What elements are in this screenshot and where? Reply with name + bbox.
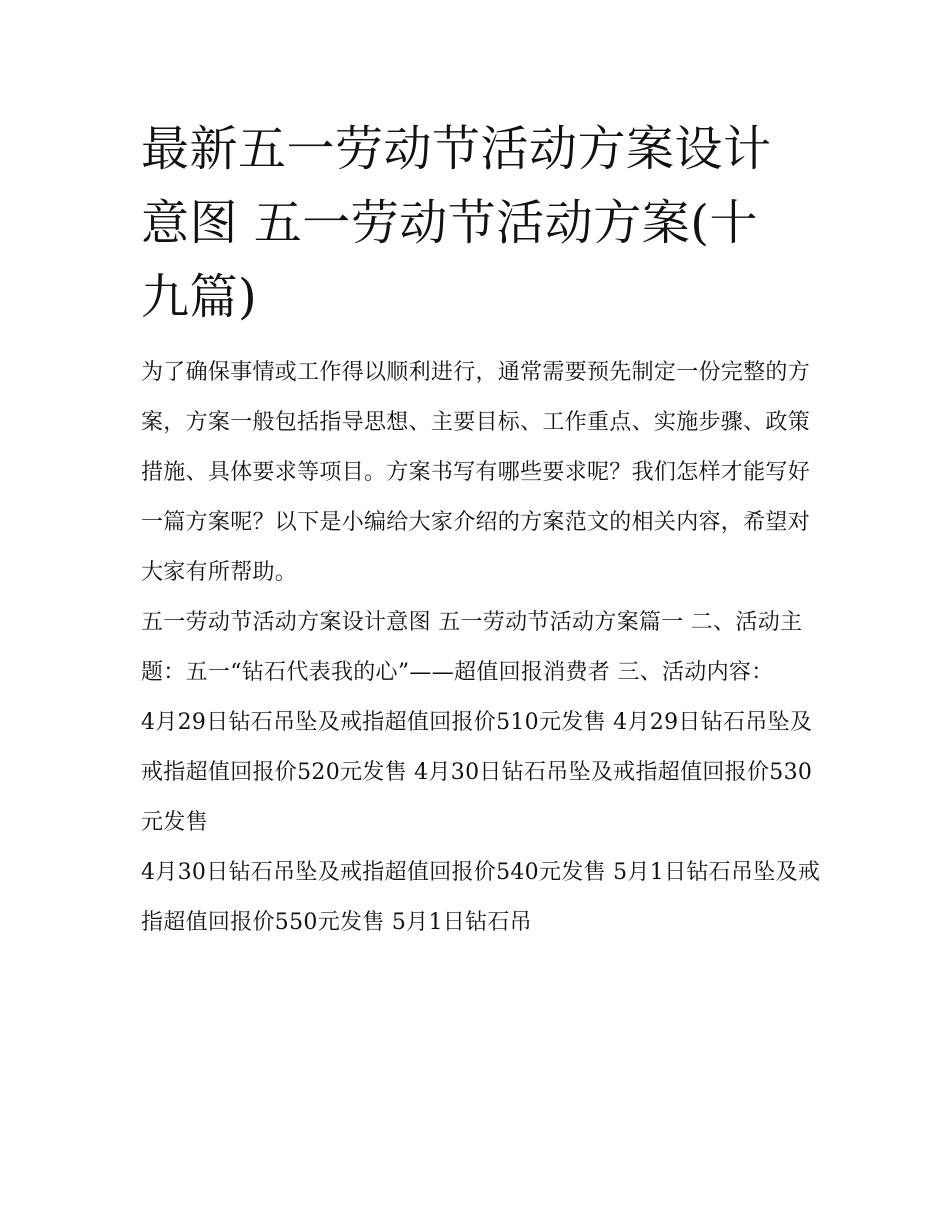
theme-paragraph: 五一劳动节活动方案设计意图 五一劳动节活动方案篇一 二、活动主题：五一“钻石代表我的心”——超值回报消费者 三、活动内容： [141,610,803,685]
schedule-paragraph-2: 4月30日钻石吊坠及戒指超值回报价540元发售 5月1日钻石吊坠及戒指超值回报价550元发售 5月1日钻石吊 [141,860,821,935]
intro-paragraph: 为了确保事情或工作得以顺利进行，通常需要预先制定一份完整的方案，方案一般包括指导思想、主要目标、工作重点、实施步骤、政策措施、具体要求等项目。方案书写有哪些要求呢？我们怎样才能写好一篇方案呢？以下是小编给大家介绍的方案范文的相关内容，希望对大家有所帮助。 [141,360,811,585]
schedule-paragraph-1: 4月29日钻石吊坠及戒指超值回报价510元发售 4月29日钻石吊坠及戒指超值回报价520元发售 4月30日钻石吊坠及戒指超值回报价530元发售 [141,710,813,835]
document-title: 最新五一劳动节活动方案设计意图 五一劳动节活动方案(十九篇) [141,121,772,325]
document-content [141,112,821,948]
